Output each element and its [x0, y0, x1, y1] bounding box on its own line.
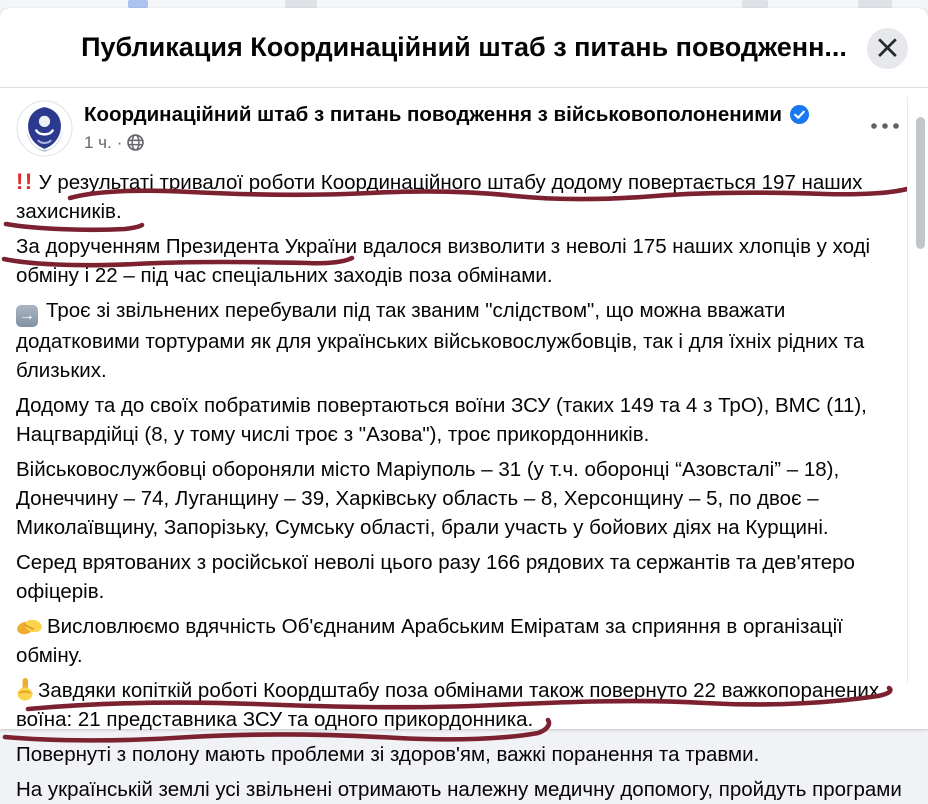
paragraph-text: Серед врятованих з російської неволі цього разу 166 рядових та сержантів та дев'ятеро офіцерів. — [16, 550, 855, 603]
pointing-up-icon — [16, 677, 34, 701]
post-timestamp[interactable]: 1 ч. — [84, 132, 112, 152]
paragraph-text: У результаті тривалої роботи Координаційного штабу додому повертається 197 наших захисників. — [16, 171, 863, 223]
background-blob — [742, 0, 768, 8]
background-blob — [285, 0, 317, 8]
post-body — [0, 157, 928, 804]
post-paragraph — [16, 391, 912, 449]
paragraph-text: На українській землі усі звільнені отримають належну медичну допомогу, пройдуть програми — [16, 777, 902, 801]
post-paragraph — [16, 296, 912, 385]
ellipsis-menu-icon — [870, 122, 900, 130]
post-paragraph — [16, 167, 912, 226]
paragraph-text: Завдяки копіткій роботі Коордштабу поза обмінами також повернуто 22 важкопоранених воїна: 21 представника ЗСУ та одного прикордонника. — [16, 678, 880, 731]
post-header-text — [84, 100, 864, 153]
background-blob — [858, 0, 892, 8]
post-paragraph — [16, 232, 912, 290]
paragraph-text: Військовослужбовці обороняли місто Маріуполь – 31 (у т.ч. оборонці “Азовсталі” – 18), Донеччину – 74, Луганщину – 39, Харківську область – 8, Херсонщину – 5, по двоє – Миколаївщину, Запорізьку, Сумську області, брали участь у бойових діях на Курщині. — [16, 457, 840, 539]
dialog-scrollbar — [907, 97, 928, 684]
verified-badge-icon — [789, 104, 810, 125]
meta-separator: · — [116, 132, 123, 152]
coordination-hq-logo — [16, 100, 73, 157]
background-page-strip — [0, 0, 928, 8]
paragraph-text: Троє зі звільнених перебували під так званим "слідством", що можна вважати додатковими тортурами як для українських військовослужбовців, так і для їхніх рідних та близьких. — [16, 299, 865, 382]
post-paragraph — [16, 455, 912, 542]
scrollbar-thumb[interactable] — [916, 117, 925, 249]
post-paragraph — [16, 740, 912, 769]
close-button[interactable] — [867, 28, 908, 69]
page-name-link[interactable]: Координаційний штаб з питань поводження з військовополоненими — [84, 103, 782, 126]
paragraph-text: Додому та до своїх побратимів повертаються воїни ЗСУ (таких 149 та 4 з ТрО), ВМС (11), Нацгвардійці (8, у тому числі троє з "Азова"), троє прикордонників. — [16, 393, 867, 446]
dialog-header — [0, 8, 928, 88]
dialog-title: Публикация Координаційний штаб з питань поводженн... — [81, 32, 847, 62]
post-paragraph — [16, 775, 912, 804]
handshake-icon — [16, 616, 43, 637]
globe-icon — [127, 134, 144, 151]
post-paragraph — [16, 676, 912, 734]
paragraph-text: Висловлюємо вдячність Об'єднаним Арабським Еміратам за сприяння в організації обміну. — [16, 614, 843, 667]
close-icon: × — [873, 27, 902, 66]
arrow-right-icon: → — [16, 305, 38, 327]
post-options-button[interactable] — [864, 112, 906, 139]
paragraph-text: Повернуті з полону мають проблеми зі здоров'ям, важкі поранення та травми. — [16, 742, 760, 766]
post-header — [0, 88, 928, 157]
page-avatar[interactable] — [16, 100, 73, 157]
post-paragraph — [16, 612, 912, 670]
paragraph-text: За дорученням Президента України вдалося визволити з неволі 175 наших хлопців у ході обміну і 22 – під час спеціальних заходів поза обмінами. — [16, 235, 871, 287]
background-blob — [128, 0, 148, 8]
post-dialog — [0, 8, 928, 801]
facebook-post — [0, 88, 928, 804]
post-paragraph — [16, 548, 912, 606]
double-exclamation-icon: !! — [16, 169, 34, 194]
